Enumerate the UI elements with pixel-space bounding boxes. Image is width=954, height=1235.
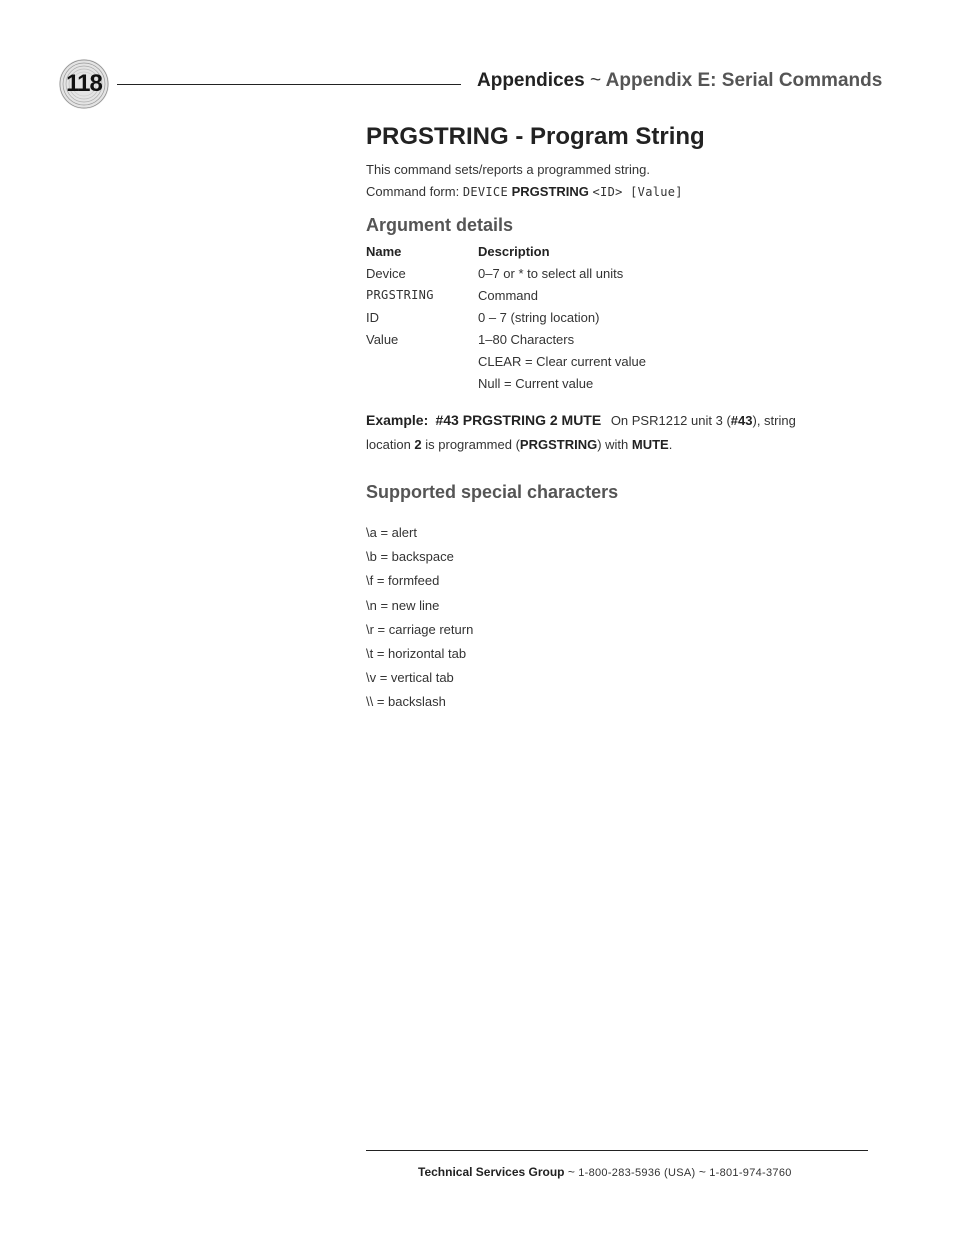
example-text: . [668,437,673,452]
example-text: ) with [597,437,632,452]
list-item: \\ = backslash [366,694,446,710]
list-item: \v = vertical tab [366,670,454,686]
example-unit: #43 [730,413,753,428]
footer [418,1165,792,1179]
arg-description: 0 – 7 (string location) [478,309,600,325]
footer-separator: ~ [695,1165,710,1179]
example-text: ), string location [366,413,796,452]
example-location: 2 [414,437,422,452]
example-text: is programmed ( [421,437,520,452]
arg-name: PRGSTRING [366,288,434,302]
table-row [366,262,646,284]
argument-table [366,240,646,394]
table-row [366,372,646,394]
command-form [366,184,683,199]
command-form-args: <ID> [Value] [592,185,683,199]
command-form-device: DEVICE [462,185,508,199]
argument-details-heading: Argument details [366,215,514,235]
arg-name [366,350,478,372]
example-cmd: PRGSTRING [519,437,598,452]
list-item: \r = carriage return [366,621,474,637]
arg-description: Null = Current value [478,375,594,391]
table-header-row [366,240,646,262]
arg-description: 1–80 Characters [478,331,575,347]
special-characters-list [366,521,473,715]
header-separator: ~ [589,70,602,91]
command-form-label: Command form: [366,184,460,199]
table-row [366,350,646,372]
command-description: This command sets/reports a programmed string. [366,162,650,177]
arg-name: Value [366,331,399,347]
list-item: \f = formfeed [366,573,440,589]
list-item: \b = backspace [366,549,454,565]
example-label: Example: [366,412,429,428]
column-header-description: Description [478,243,550,259]
list-item: \t = horizontal tab [366,645,467,661]
page-title: PRGSTRING - Program String [366,123,705,150]
list-item: \a = alert [366,525,417,540]
special-characters-heading: Supported special characters [366,482,619,502]
arg-name [366,372,478,394]
table-row [366,284,646,306]
arg-description: 0–7 or * to select all units [478,265,624,281]
list-item: \n = new line [366,597,440,613]
page-number: 118 [66,70,102,97]
header-subsection: Appendix E: Serial Commands [605,70,883,91]
column-header-name: Name [366,243,402,259]
table-row [366,328,646,350]
example-paragraph [366,408,836,457]
arg-name: Device [366,265,406,281]
example-text: On PSR1212 unit 3 ( [610,413,731,428]
example-command: #43 PRGSTRING 2 MUTE [435,412,602,428]
footer-phone-intl: 1-801-974-3760 [709,1167,792,1179]
arg-description: CLEAR = Clear current value [478,353,646,369]
command-form-command: PRGSTRING [511,184,589,199]
header-divider [117,84,461,85]
arg-name: ID [366,309,379,325]
header-section: Appendices [477,70,585,91]
footer-group: Technical Services Group [418,1165,565,1179]
table-row [366,306,646,328]
footer-divider [366,1150,868,1151]
arg-description: Command [478,287,538,303]
footer-separator: ~ [564,1165,579,1179]
running-header [477,70,882,92]
footer-phone-usa: 1-800-283-5936 (USA) [578,1167,696,1179]
example-value: MUTE [631,437,669,452]
